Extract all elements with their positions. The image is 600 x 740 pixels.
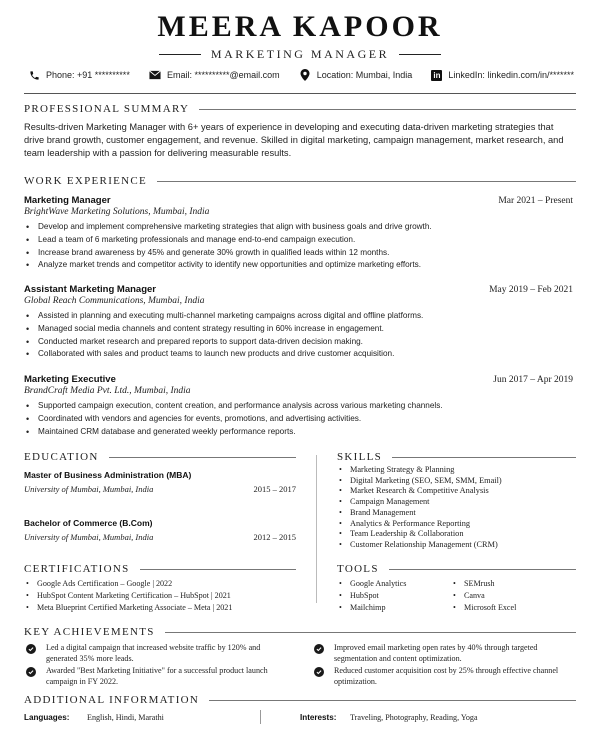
education-entry — [24, 518, 296, 542]
job-entry — [24, 284, 573, 361]
location-pin-icon — [299, 69, 311, 81]
section-title-education: EDUCATION — [24, 451, 296, 463]
interests-value: Traveling, Photography, Reading, Yoga — [350, 713, 478, 722]
role-row — [0, 47, 600, 62]
job-entry — [24, 195, 573, 272]
check-circle-icon — [26, 644, 36, 654]
check-circle-icon — [314, 644, 324, 654]
contact-phone-text: Phone: +91 ********** — [46, 70, 130, 80]
achievement-text: Led a digital campaign that increased website traffic by 120% and generated 35% more leads. — [46, 643, 261, 663]
section-title-tools: TOOLS — [337, 563, 576, 575]
job-bullets — [24, 400, 573, 438]
education-degree: Master of Business Administration (MBA) — [24, 470, 192, 480]
skill-item: • Team Leadership & Collaboration — [337, 529, 502, 540]
tool-item: • HubSpot — [337, 590, 406, 602]
achievement-item — [314, 642, 574, 664]
interests-label: Interests: — [300, 713, 337, 722]
section-title-skills: SKILLS — [337, 451, 576, 463]
role-left-rule — [159, 54, 201, 56]
tools-list-col1 — [337, 578, 406, 615]
job-company: Global Reach Communications, Mumbai, India — [24, 296, 205, 306]
phone-icon — [28, 69, 40, 81]
skill-item: • Analytics & Performance Reporting — [337, 519, 502, 530]
job-entry — [24, 374, 573, 438]
contact-linkedin[interactable] — [431, 69, 574, 81]
job-title: Assistant Marketing Manager — [24, 284, 156, 295]
job-bullet: • Conducted market research and prepared reports to support data-driven decision making. — [24, 336, 573, 349]
certification-item: • HubSpot Content Marketing Certification – HubSpot | 2021 — [24, 590, 232, 602]
job-dates: Mar 2021 – Present — [498, 196, 573, 206]
tool-item: • Mailchimp — [337, 602, 406, 614]
contact-linkedin-text[interactable]: LinkedIn: linkedin.com/in/******* — [448, 70, 574, 80]
check-circle-icon — [314, 667, 324, 677]
job-bullet: • Assisted in planning and executing multi-channel marketing campaigns across digital and offline platforms. — [24, 310, 573, 323]
job-bullet: • Lead a team of 6 marketing professionals and manage end-to-end campaign execution. — [24, 234, 573, 247]
section-title-summary: PROFESSIONAL SUMMARY — [24, 103, 576, 115]
job-dates: Jun 2017 – Apr 2019 — [493, 375, 573, 385]
certifications-list — [24, 578, 232, 615]
skill-item: • Campaign Management — [337, 497, 502, 508]
achievement-text: Improved email marketing open rates by 40% through targeted segmentation and content optimization. — [334, 643, 538, 663]
job-bullets — [24, 310, 573, 361]
section-title-experience: WORK EXPERIENCE — [24, 175, 576, 187]
languages-label: Languages: — [24, 713, 70, 722]
candidate-name: MEERA KAPOOR — [157, 10, 443, 43]
summary-text: Results-driven Marketing Manager with 6+ years of experience in developing and executing data-driven marketing strategies that drive brand growth, customer engagement, and revenue. Skilled in digital marketing, campaign management, market research, and team leadership with a passion for delivering measurable results. — [24, 122, 564, 158]
education-degree: Bachelor of Commerce (B.Com) — [24, 518, 153, 528]
certification-item: • Meta Blueprint Certified Marketing Associate – Meta | 2021 — [24, 602, 232, 614]
job-bullet: • Managed social media channels and content strategy resulting in 60% increase in engagement. — [24, 323, 573, 336]
job-title: Marketing Manager — [24, 195, 111, 206]
email-icon — [149, 69, 161, 81]
job-bullet: • Increase brand awareness by 45% and generate 30% growth in qualified leads within 12 months. — [24, 247, 573, 260]
job-bullet: • Collaborated with sales and product teams to launch new products and drive customer acquisition. — [24, 348, 573, 361]
column-divider — [316, 455, 317, 603]
job-bullet: • Analyze market trends and competitor activity to identify new opportunities and optimize marketing efforts. — [24, 259, 573, 272]
tools-list-col2 — [451, 578, 516, 615]
skills-list — [337, 465, 502, 551]
achievement-text: Awarded "Best Marketing Initiative" for a successful product launch campaign in FY 2022. — [46, 666, 268, 686]
education-years: 2012 – 2015 — [253, 532, 296, 542]
job-bullet: • Maintained CRM database and generated weekly performance reports. — [24, 426, 573, 439]
contact-email — [149, 69, 280, 81]
job-bullet: • Supported campaign execution, content creation, and performance analysis across various marketing channels. — [24, 400, 573, 413]
job-company: BrightWave Marketing Solutions, Mumbai, India — [24, 207, 210, 217]
achievement-item — [26, 642, 286, 664]
education-university: University of Mumbai, Mumbai, India — [24, 532, 154, 542]
tool-item: • Canva — [451, 590, 516, 602]
linkedin-icon: in — [433, 70, 441, 80]
job-dates: May 2019 – Feb 2021 — [489, 285, 573, 295]
skill-item: • Digital Marketing (SEO, SEM, SMM, Email) — [337, 476, 502, 487]
job-bullets — [24, 221, 573, 272]
header-divider — [24, 93, 576, 94]
achievement-item — [26, 665, 286, 687]
contact-email-text: Email: **********@email.com — [166, 70, 280, 80]
job-bullet: • Coordinated with vendors and agencies for events, promotions, and advertising activities. — [24, 413, 573, 426]
section-title-achievements: KEY ACHIEVEMENTS — [24, 626, 576, 638]
achievement-item — [314, 665, 574, 687]
tool-item: • Google Analytics — [337, 578, 406, 590]
job-company: BrandCraft Media Pvt. Ltd., Mumbai, India — [24, 386, 191, 396]
section-title-additional: ADDITIONAL INFORMATION — [24, 694, 576, 706]
education-entry — [24, 470, 296, 494]
job-bullet: • Develop and implement comprehensive marketing strategies that align with business goals and drive growth. — [24, 221, 573, 234]
education-university: University of Mumbai, Mumbai, India — [24, 484, 154, 494]
tool-item: • Microsoft Excel — [451, 602, 516, 614]
education-years: 2015 – 2017 — [253, 484, 296, 494]
skill-item: • Market Research & Competitive Analysis — [337, 486, 502, 497]
languages-value: English, Hindi, Marathi — [87, 713, 164, 722]
skill-item: • Marketing Strategy & Planning — [337, 465, 502, 476]
section-title-certifications: CERTIFICATIONS — [24, 563, 296, 575]
additional-divider — [260, 710, 261, 724]
contact-bar — [28, 69, 574, 81]
check-circle-icon — [26, 667, 36, 677]
contact-location-text: Location: Mumbai, India — [316, 70, 413, 80]
contact-phone — [28, 69, 130, 81]
candidate-role: MARKETING MANAGER — [210, 47, 390, 61]
role-right-rule — [399, 54, 441, 56]
job-title: Marketing Executive — [24, 374, 116, 385]
tool-item: • SEMrush — [451, 578, 516, 590]
contact-location — [299, 69, 413, 81]
skill-item: • Customer Relationship Management (CRM) — [337, 540, 502, 551]
skill-item: • Brand Management — [337, 508, 502, 519]
certification-item: • Google Ads Certification – Google | 2022 — [24, 578, 232, 590]
achievement-text: Reduced customer acquisition cost by 25% through effective channel optimization. — [334, 666, 559, 686]
